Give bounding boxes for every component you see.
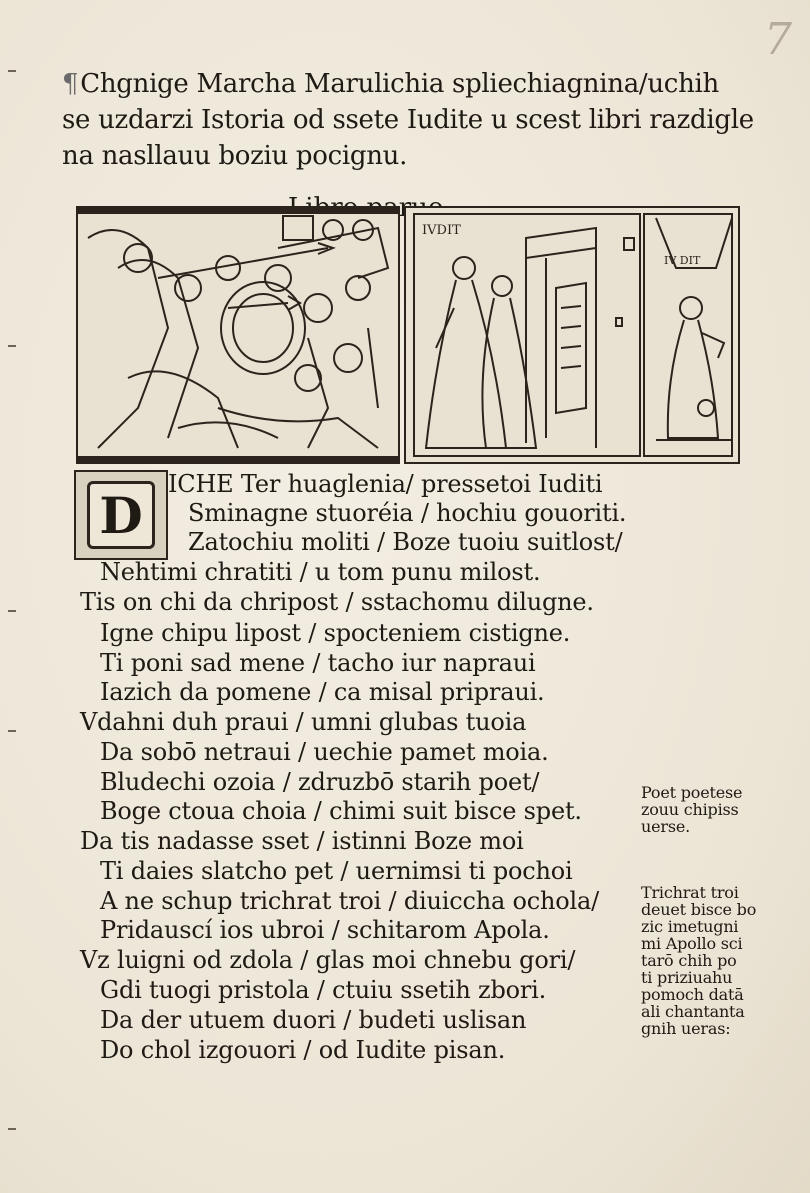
verse-line: Vz luigni od zdola / glas moi chnebu gori/	[80, 946, 576, 974]
verse-line: Iazich da pomene / ca misal pripraui.	[100, 678, 545, 706]
initial-letter: D	[87, 481, 155, 549]
margin-note: Trichrat troi deuet bisce bo zic imetugni mi Apollo sci tarō chih po ti priziuahu pomoch datā ali chantanta gnih ueras:	[641, 883, 757, 1038]
heading-line-3: na nasllauu boziu pocignu.	[62, 141, 408, 171]
verse-line: Pridauscí ios ubroi / schitarom Apola.	[100, 916, 550, 944]
verse-line: Boge ctoua choia / chimi suit bisce spet.	[100, 797, 582, 825]
heading-line-2: se uzdarzi Istoria od ssete Iudite u scest libri razdigle	[62, 105, 754, 135]
verse-line: Do chol izgouori / od Iudite pisan.	[100, 1036, 506, 1064]
margin-note: Poet poetese zouu chipiss uerse.	[641, 783, 743, 836]
pilcrow-icon: ¶	[62, 69, 79, 99]
verse-line: Da tis nadasse sset / istinni Boze moi	[80, 827, 524, 855]
verse-line: Igne chipu lipost / spocteniem cistigne.	[100, 619, 571, 647]
verse-line: Bludechi ozoia / zdruzbō starih poet/	[100, 768, 540, 796]
verse-line: Ti poni sad mene / tacho iur napraui	[100, 649, 536, 677]
verse-line: ICHE Ter huaglenia/ pressetoi Iuditi	[168, 470, 603, 498]
verse-line: Ti daies slatcho pet / uernimsi ti pochoi	[100, 857, 573, 885]
verse-line: Gdi tuogi pristola / ctuiu ssetih zbori.	[100, 976, 547, 1004]
verse-line: Vdahni duh praui / umni glubas tuoia	[80, 708, 527, 736]
verse-line: Nehtimi chratiti / u tom punu milost.	[100, 558, 541, 586]
verse-line: A ne schup trichrat troi / diuiccha ochola/	[100, 887, 599, 915]
woodcut-label-judit-right: IV DIT	[664, 254, 701, 267]
verse-line: Zatochiu moliti / Boze tuoiu suitlost/	[188, 528, 623, 556]
heading-line-1: ¶Chgnige Marcha Marulichia spliechiagnina/uchih	[62, 69, 719, 99]
verse-line: Tis on chi da chripost / sstachomu dilugne.	[80, 588, 594, 616]
woodcut-label-judit-left: IVDIT	[422, 223, 461, 238]
verse-line: Da der utuem duori / budeti uslisan	[100, 1006, 527, 1034]
corner-folio-mark: 7	[764, 14, 792, 65]
verse-line: Sminagne stuoréia / hochiu gouoriti.	[188, 499, 627, 527]
verse-line: Da sobō netraui / uechie pamet moia.	[100, 738, 549, 766]
